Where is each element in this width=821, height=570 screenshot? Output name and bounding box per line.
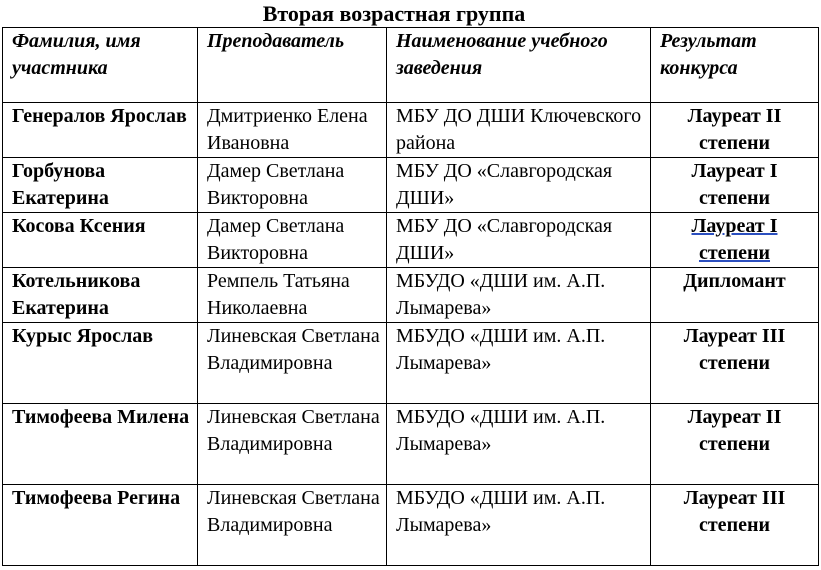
school-name: МБУ ДО «Славгородская ДШИ» <box>387 158 651 213</box>
school-name: МБУ ДО «Славгородская ДШИ» <box>387 213 651 268</box>
contest-result: Лауреат III степени <box>651 485 819 566</box>
participant-name: Курыс Ярослав <box>3 323 198 404</box>
teacher-name: Ремпель Татьяна Николаевна <box>198 268 387 323</box>
teacher-name: Дамер Светлана Викторовна <box>198 158 387 213</box>
results-table <box>2 27 819 566</box>
school-name: МБУДО «ДШИ им. А.П. Лымарева» <box>387 323 651 404</box>
contest-result: Лауреат II степени <box>651 404 819 485</box>
table-row <box>3 103 819 158</box>
table-row <box>3 158 819 213</box>
header-participant: Фамилия, имя участника <box>3 28 198 103</box>
contest-result-text: Лауреат I степени <box>691 215 778 264</box>
teacher-name: Линевская Светлана Владимировна <box>198 323 387 404</box>
header-result: Результат конкурса <box>651 28 819 103</box>
contest-result: Дипломант <box>651 268 819 323</box>
table-row <box>3 404 819 485</box>
header-school: Наименование учебного заведения <box>387 28 651 103</box>
participant-name: Котельникова Екатерина <box>3 268 198 323</box>
school-name: МБУДО «ДШИ им. А.П. Лымарева» <box>387 485 651 566</box>
header-teacher: Преподаватель <box>198 28 387 103</box>
teacher-name: Дмитриенко Елена Ивановна <box>198 103 387 158</box>
participant-name: Горбунова Екатерина <box>3 158 198 213</box>
school-name: МБУДО «ДШИ им. А.П. Лымарева» <box>387 268 651 323</box>
participant-name: Косова Ксения <box>3 213 198 268</box>
school-name: МБУ ДО ДШИ Ключевского района <box>387 103 651 158</box>
contest-result <box>651 213 819 268</box>
participant-name: Генералов Ярослав <box>3 103 198 158</box>
contest-result: Лауреат I степени <box>651 158 819 213</box>
table-row <box>3 323 819 404</box>
teacher-name: Линевская Светлана Владимировна <box>198 404 387 485</box>
school-name: МБУДО «ДШИ им. А.П. Лымарева» <box>387 404 651 485</box>
page-title: Вторая возрастная группа <box>262 1 526 26</box>
participant-name: Тимофеева Милена <box>3 404 198 485</box>
table-header-row <box>3 28 819 103</box>
contest-result: Лауреат III степени <box>651 323 819 404</box>
participant-name: Тимофеева Регина <box>3 485 198 566</box>
table-row <box>3 213 819 268</box>
table-row <box>3 268 819 323</box>
contest-result: Лауреат II степени <box>651 103 819 158</box>
teacher-name: Дамер Светлана Викторовна <box>198 213 387 268</box>
teacher-name: Линевская Светлана Владимировна <box>198 485 387 566</box>
table-row <box>3 485 819 566</box>
